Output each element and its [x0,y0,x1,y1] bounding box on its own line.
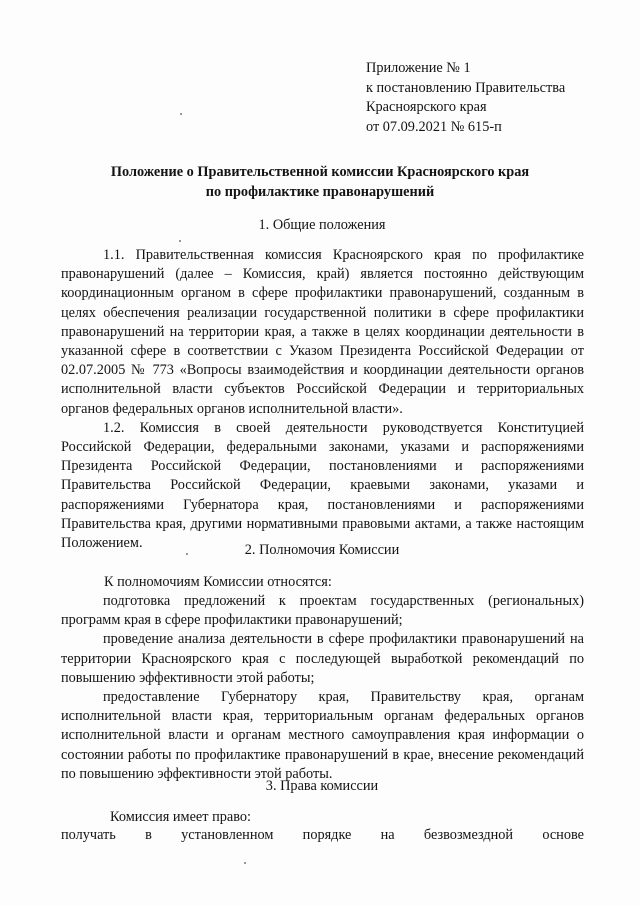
scan-speck [186,553,188,555]
section-3-lead: Комиссия имеет право: [110,809,252,825]
appendix-number: Приложение № 1 [366,60,471,76]
rights-item-1-start: получать в установленном порядке на безвозмездной основе [61,827,584,843]
scan-speck [244,862,246,864]
section-2-heading: 2. Полномочия Комиссии [244,542,400,558]
section-2-lead: К полномочиям Комиссии относятся: [104,574,332,590]
section-1-body [61,246,584,553]
appendix-reference: к постановлению Правительства [366,79,566,96]
powers-item-2: проведение анализа деятельности в сфере профилактики правонарушений на территории Красноярского края с последующей выработкой рекомендаций по повышению эффективности этой работы; [61,631,584,686]
appendix-region: Красноярского края [366,99,487,116]
title-line-1: Положение о Правительственной комиссии Красноярского края [110,164,530,180]
paragraph-1-2: 1.2. Комиссия в своей деятельности руководствуется Конституцией Российской Федерации, федеральными законами, указами и распоряжениями Президента Российской Федерации, постановлениями и распоряжениями Правительства Российской Федерации, краевыми законами, указами и распоряжениями Губернатора края, постановлениями и распоряжениями Правительства края, другими нормативными правовыми актами, а также настоящим Положением. [61,419,584,552]
scan-speck [179,240,181,242]
section-2-body [61,592,584,784]
appendix-block [366,59,565,137]
paragraph-1-1: 1.1. Правительственная комиссия Красноярского края по профилактике правонарушений (далее – Комиссия, край) является постоянно действующим координационным органом в сфере профилактики правонарушений, созданным в целях обеспечения реализации государственной политики в сфере профилактики правонарушений на территории края, а также в целях координации деятельности в указанной сфере в соответствии с Указом Президента Российской Федерации от 02.07.2005 № 773 «Вопросы взаимодействия и координации деятельности органов исполнительной власти субъектов Российской Федерации и территориальных органов федеральных органов исполнительной власти». [61,247,584,417]
section-1-heading: 1. Общие положения [258,217,386,233]
title-line-2: по профилактике правонарушений [205,183,435,200]
appendix-date-number: от 07.09.2021 № 615-п [366,118,502,135]
scan-speck [180,113,182,115]
section-3-heading: 3. Права комиссии [265,778,379,794]
powers-item-1: подготовка предложений к проектам государственных (региональных) программ края в сфере профилактики правонарушений; [61,593,584,629]
powers-item-3: предоставление Губернатору края, Правительству края, органам исполнительной власти края, территориальным органам федеральных органов исполнительной власти и органам местного самоуправления края информации о состоянии работы по профилактике правонарушений в крае, внесение рекомендаций по повышению эффективности этой работы. [61,689,584,782]
document-title [60,163,580,202]
